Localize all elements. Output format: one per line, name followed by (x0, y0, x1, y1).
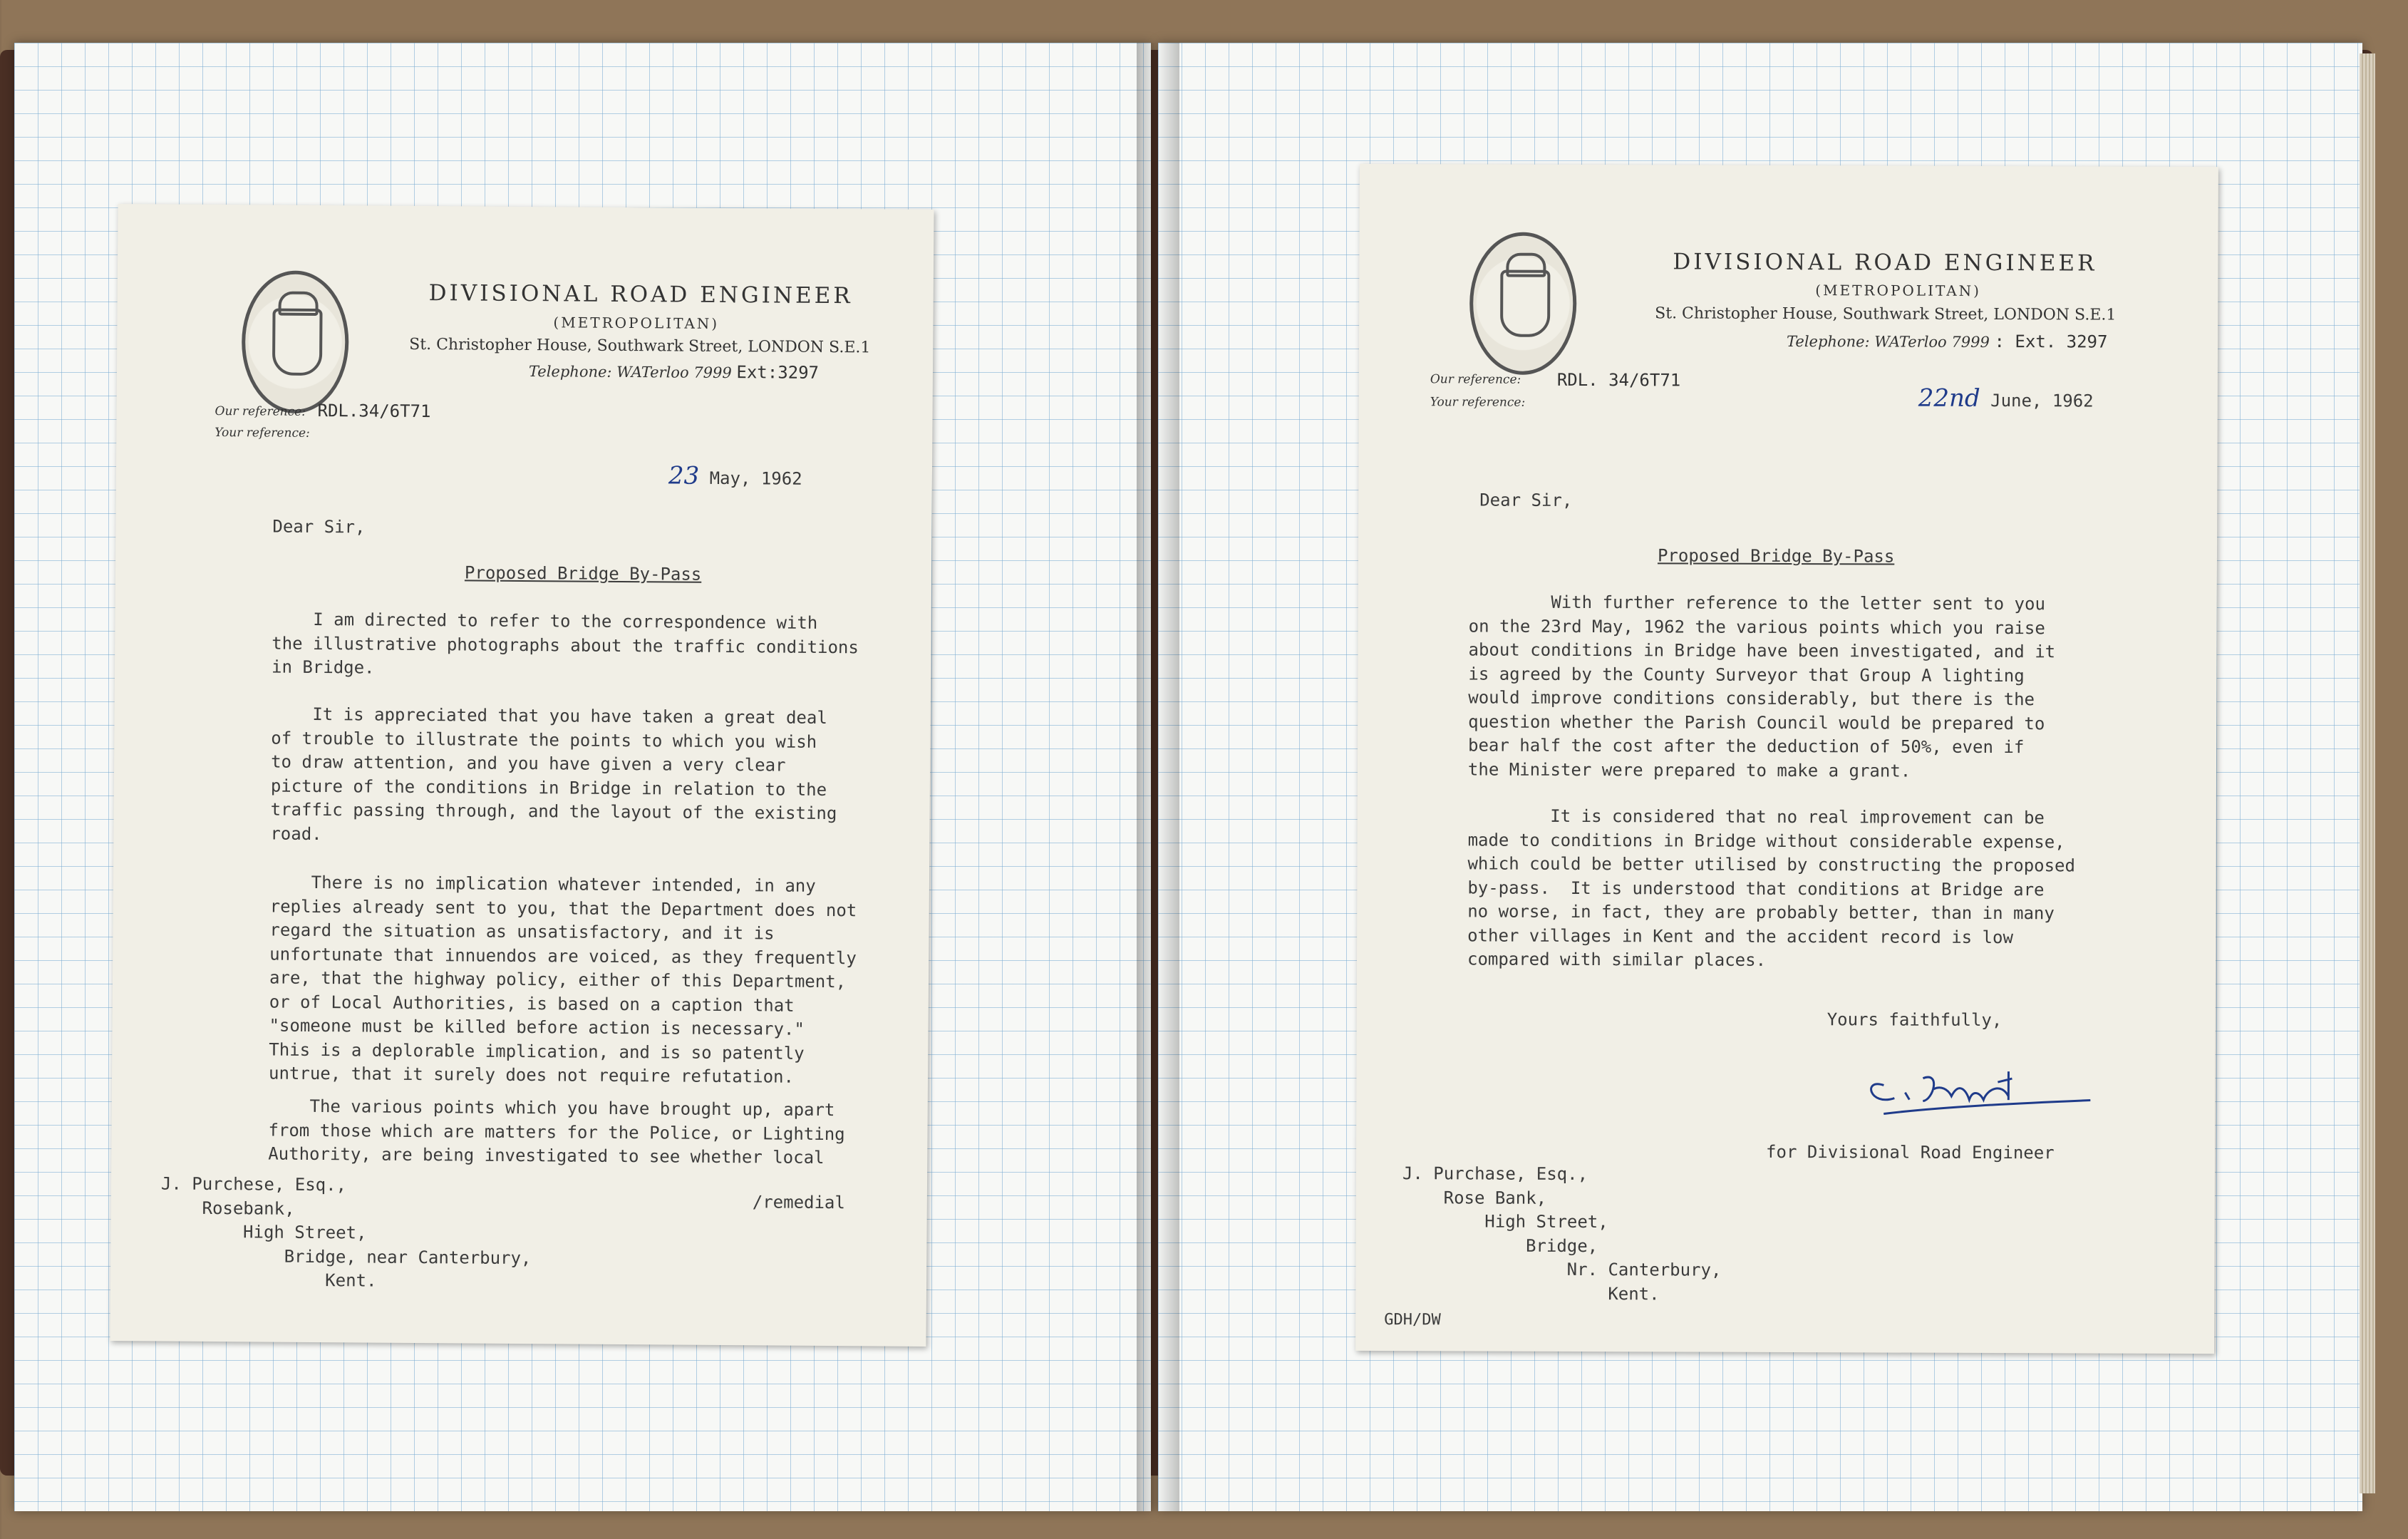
letterhead-subtitle: (METROPOLITAN) (553, 314, 720, 332)
ministry-seal (1469, 232, 1577, 375)
recipient-address: J. Purchese, Esq., Rosebank, High Street, Bridge, near Canterbury, Kent. (160, 1173, 532, 1291)
closing: Yours faithfully, (1826, 1009, 2003, 1031)
letterhead-title: DIVISIONAL ROAD ENGINEER (428, 280, 853, 309)
typist-initials: GDH/DW (1384, 1311, 1441, 1329)
our-reference-value: RDL. 34/6T71 (1556, 369, 1681, 391)
letterhead-address: St. Christopher House, Southwark Street, LONDON S.E.1 (1655, 304, 2117, 324)
telephone-ext: : Ext. 3297 (1994, 331, 2108, 352)
your-reference-label: Your reference: (1430, 395, 1526, 410)
paragraph-1: I am directed to refer to the correspondence with the illustrative photographs about the traffic conditions in Bridge. (271, 609, 859, 678)
date-day-handwritten: 23 (668, 461, 700, 490)
date-month-year: June, 1962 (1990, 390, 2094, 411)
letter-date (1918, 384, 2094, 413)
crest-icon (272, 309, 323, 376)
letter-may-1962 (110, 204, 934, 1347)
our-reference-label: Our reference: (215, 403, 306, 419)
handwritten-signature-icon (1855, 1056, 2097, 1121)
letterhead-title: DIVISIONAL ROAD ENGINEER (1673, 249, 2097, 277)
telephone-number: WATerloo 7999 (1874, 333, 1990, 351)
paragraph-2: It is considered that no real improvement can be made to conditions in Bridge without considerable expense, which could be better utilised by constructing the proposed by-pass. It is understood that conditions at Bridge are no worse, in fact, they are probably better, than in many other villages in Kent and the accident record is low compared with similar places. (1467, 805, 2076, 970)
letterhead-address: St. Christopher House, Southwark Street, LONDON S.E.1 (409, 335, 871, 357)
telephone-number: WATerloo 7999 (616, 363, 732, 382)
date-day-handwritten: 22nd (1918, 384, 1980, 413)
letter-date (668, 461, 802, 491)
telephone-label: Telephone: (1787, 332, 1870, 351)
telephone-ext: Ext:3297 (736, 362, 820, 383)
ministry-seal (242, 270, 349, 413)
paragraph-1: With further reference to the letter sent to you on the 23rd May, 1962 the various points which you raise about conditions in Bridge have been investigated, and it is agreed by the County Surveyor that Group A lighting would improve conditions considerably, but there is the question whether the Parish Council would be prepared to bear half the cost after the deduction of 50%, even if the Minister were prepared to make a grant. (1467, 592, 2056, 781)
crest-icon (1500, 270, 1550, 337)
paragraph-3: There is no implication whatever intended, in any replies already sent to you, that the Department does not regard the situation as unsatisfactory, and it is unfortunate that innuendos are voiced, as they frequently are, that the highway policy, either of this Department, or of Local Authorities, is based on a caption that "someone must be killed before action is necessary." This is a deplorable implication, and is so patently untrue, that it surely does not require refutation. (268, 872, 857, 1087)
our-reference-label: Our reference: (1430, 372, 1521, 387)
subject-line: Proposed Bridge By-Pass (464, 562, 702, 585)
continuation-marker: /remedial (752, 1192, 845, 1213)
paragraph-2: It is appreciated that you have taken a great deal of trouble to illustrate the points to which you wish to draw attention, and you have given a very clear picture of the conditions in Bridge in relation to the traffic passing through, and the layout of the existing road. (270, 704, 837, 844)
salutation: Dear Sir, (272, 516, 366, 537)
subject-line: Proposed Bridge By-Pass (1657, 545, 1895, 567)
letterhead-telephone (1787, 331, 2108, 352)
telephone-label: Telephone: (528, 363, 612, 381)
letterhead-telephone (529, 361, 819, 383)
date-month-year: May, 1962 (709, 468, 802, 489)
signatory: for Divisional Road Engineer (1766, 1141, 2055, 1163)
paragraph-4: The various points which you have brought up, apart from those which are matters for the Police, or Lighting Authority, are being investigated to see whether local (268, 1096, 845, 1168)
letter-june-1962 (1355, 164, 2218, 1354)
our-reference-value: RDL.34/6T71 (317, 400, 431, 422)
page-edges (2360, 53, 2375, 1493)
salutation: Dear Sir, (1479, 490, 1573, 510)
your-reference-label: Your reference: (215, 425, 310, 441)
notebook-spine (1137, 43, 1179, 1511)
letterhead-subtitle: (METROPOLITAN) (1815, 282, 1982, 299)
recipient-address: J. Purchase, Esq., Rose Bank, High Street, Bridge, Nr. Canterbury, Kent. (1402, 1163, 1722, 1304)
signature (1855, 1056, 2097, 1124)
